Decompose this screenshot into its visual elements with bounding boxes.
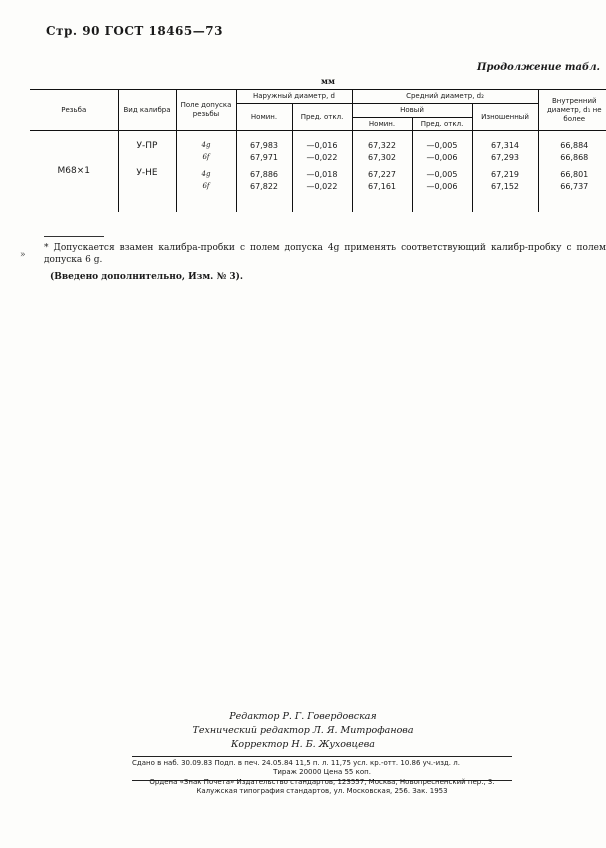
col-pitch-diameter-header: Средний диаметр, d₂ (352, 90, 538, 104)
value-cell: —0,005 (412, 131, 472, 153)
footnote: * Допускается взамен калибра-пробки с полем допуска 4g применять соответствующий калибр-пробку с полем допуска 6 g. (44, 243, 606, 265)
value-cell: 66,801 (538, 164, 606, 181)
value-cell: 66,737 (538, 181, 606, 212)
value-cell: 67,971 (236, 152, 292, 164)
col-outer-diameter-header: Наружный диаметр, d (236, 90, 352, 104)
editor-line: Редактор Р. Г. Говердовская (229, 711, 377, 722)
page-header: Стр. 90 ГОСТ 18465—73 (46, 24, 223, 38)
gauge-type-cell: У-ПР (118, 131, 176, 165)
table-row (30, 131, 606, 153)
value-cell: —0,022 (292, 152, 352, 164)
tolerance-cell: 6f (176, 152, 236, 164)
publisher-line: Ордена «Знак Почета» Издательство стандартов, 123557, Москва, Новопресненский пер., 3. (149, 778, 495, 786)
table-continuation-label: Продолжение табл. (477, 62, 600, 73)
tolerance-cell: 4g (176, 131, 236, 153)
value-cell: 67,293 (472, 152, 538, 164)
value-cell: 67,152 (472, 181, 538, 212)
col-gauge-type-header: Вид калибра (118, 90, 176, 131)
editorial-credits (0, 710, 606, 751)
value-cell: 67,983 (236, 131, 292, 153)
col-d2-deviation-header: Пред. откл. (412, 117, 472, 131)
corrector-line: Корректор Н. Б. Жуховцева (231, 738, 375, 750)
gauge-type-cell: У-НЕ (118, 164, 176, 212)
value-cell: —0,022 (292, 181, 352, 212)
value-cell: 67,161 (352, 181, 412, 212)
imprint-line: Тираж 20000 Цена 55 коп. (273, 768, 371, 777)
value-cell: —0,006 (412, 152, 472, 164)
amendment-note: (Введено дополнительно, Изм. № 3). (50, 272, 244, 282)
printer-line: Калужская типография стандартов, ул. Московская, 256. Зак. 1953 (196, 787, 448, 796)
col-d-nominal-header: Номин. (236, 103, 292, 131)
units-label: мм (321, 76, 335, 86)
value-cell: —0,016 (292, 131, 352, 153)
value-cell: 66,884 (538, 131, 606, 153)
tolerance-cell: 6f (176, 181, 236, 212)
value-cell: 67,886 (236, 164, 292, 181)
value-cell: 66,868 (538, 152, 606, 164)
value-cell: 67,822 (236, 181, 292, 212)
col-inner-diameter-header: Внутренний диаметр, d₁ не более (538, 90, 606, 131)
thread-designation: M68×1 (57, 166, 90, 177)
value-cell: 67,227 (352, 164, 412, 181)
publisher-info (132, 778, 512, 797)
value-cell: —0,005 (412, 164, 472, 181)
col-thread-header: Резьба (30, 90, 118, 131)
value-cell: 67,302 (352, 152, 412, 164)
value-cell: —0,018 (292, 164, 352, 181)
value-cell: 67,219 (472, 164, 538, 181)
tolerance-cell: 4g (176, 164, 236, 181)
col-d-deviation-header: Пред. откл. (292, 103, 352, 131)
value-cell: 67,322 (352, 131, 412, 153)
gauge-dimensions-table (30, 89, 606, 212)
value-cell: —0,006 (412, 181, 472, 212)
imprint-line: Сдано в наб. 30.09.83 Подп. в печ. 24.05.84 11,5 п. л. 11,75 усл. кр.-отт. 10.86 уч.-изд. л. (132, 759, 460, 767)
col-tolerance-header: Поле допуска резьбы (176, 90, 236, 131)
col-new-header: Новый (352, 103, 472, 117)
value-cell: 67,314 (472, 131, 538, 153)
margin-mark: » (20, 250, 26, 260)
col-d2-nominal-header: Номин. (352, 117, 412, 131)
footnote-divider (44, 236, 104, 237)
col-worn-header: Изношенный (472, 103, 538, 131)
tech-editor-line: Технический редактор Л. Я. Митрофанова (192, 724, 414, 736)
